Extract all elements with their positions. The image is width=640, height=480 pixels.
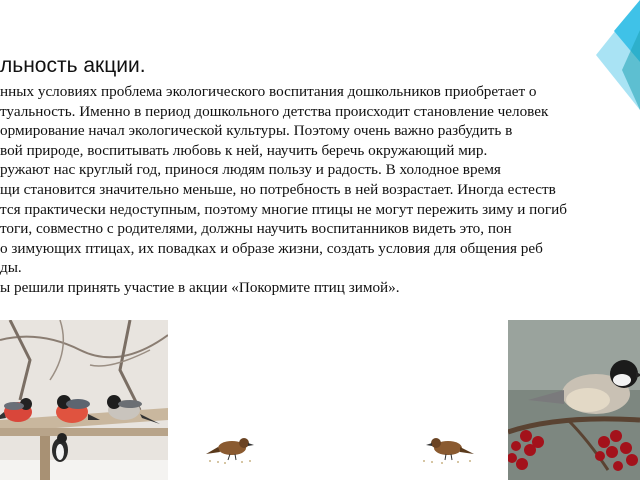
sparrow-icon (200, 434, 260, 464)
paragraph-line: тся практически недоступным, поэтому многие птицы не могут пережить зиму и погиб (0, 200, 567, 218)
paragraph-line: нных условиях проблема экологического воспитания дошкольников приобретает о (0, 83, 537, 100)
paragraph-line: ды. (0, 259, 22, 277)
slide-title: льность акции. (0, 54, 146, 77)
paragraph-line: ы решили принять участие в акции «Покормите птиц зимой». (0, 278, 400, 296)
slide-body (0, 82, 640, 298)
paragraph-line: туальность. Именно в период дошкольного детства происходит становление человек (0, 102, 549, 120)
paragraph-line: о зимующих птицах, их повадках и образе жизни, создать условия для общения реб (0, 239, 543, 257)
paragraph-line: щи становится значительно меньше, но потребность в ней возрастает. Иногда естеств (0, 180, 556, 198)
paragraph-line: ружают нас круглый год, принося людям пользу и радость. В холодное время (0, 161, 501, 179)
paragraph-line: ормирование начал экологической культуры. Поэтому очень важно разбудить в (0, 122, 513, 140)
paragraph-line: тоги, совместно с родителями, должны научить воспитанников видеть это, пон (0, 220, 512, 238)
bullfinches-photo (0, 320, 168, 480)
paragraph-line: вой природе, воспитывать любовь к ней, научить беречь окружающий мир. (0, 141, 488, 159)
sparrow-icon (418, 434, 480, 464)
tit-on-rowan-photo (508, 320, 640, 480)
